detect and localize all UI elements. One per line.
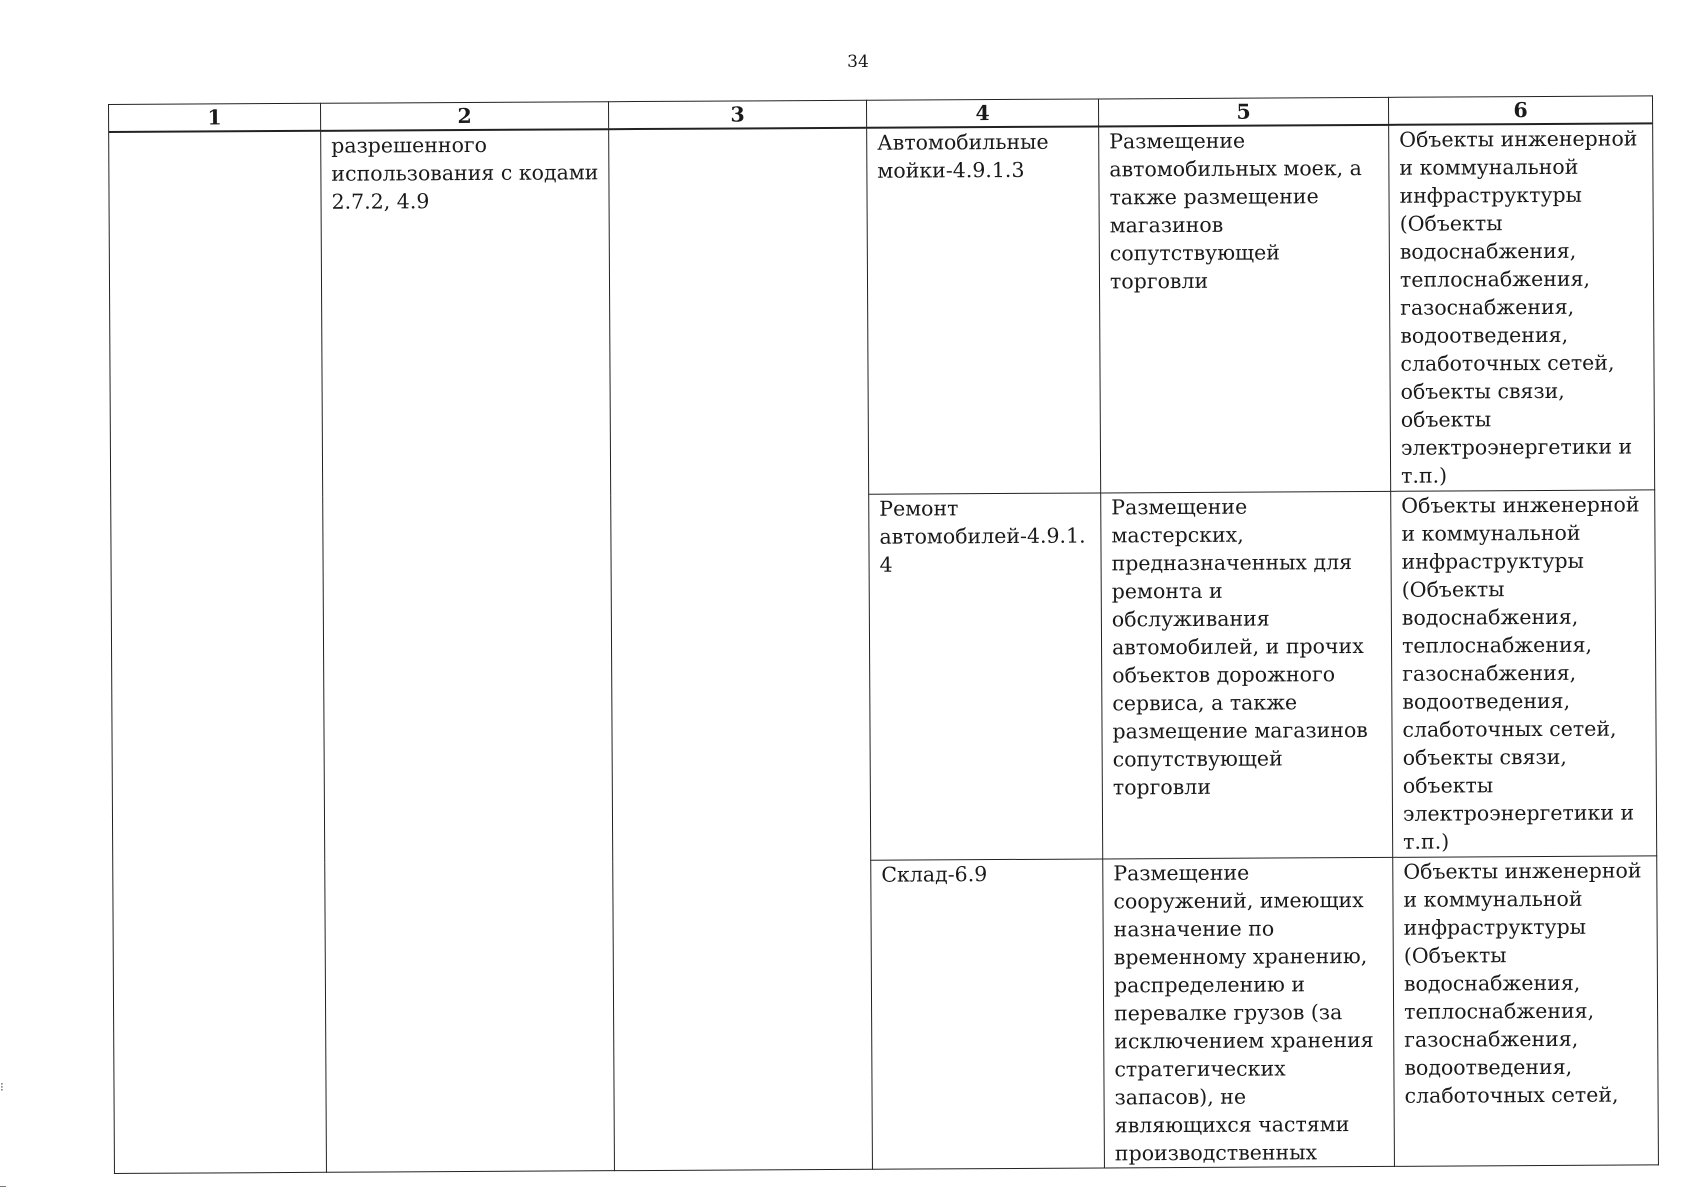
use-type-warehouse: Склад-6.9 xyxy=(881,861,988,887)
infrastructure-car-wash: Объекты инженерной и коммунальной инфраструктуры (Объекты водоснабжения, теплоснабжения, газоснабжения, водоотведения, слаботочных сетей, объекты связи, объекты электроэнергетики и т.п.) xyxy=(1399,126,1638,488)
table-cell-col1 xyxy=(109,131,327,1173)
column-header-1: 1 xyxy=(109,103,321,132)
column-header-5: 5 xyxy=(1098,97,1388,126)
table-cell-col4 xyxy=(867,126,1101,493)
infrastructure-warehouse: Объекты инженерной и коммунальной инфраструктуры (Объекты водоснабжения, теплоснабжения, газоснабжения, водоотведения, слаботочных сетей, xyxy=(1403,857,1642,1108)
table-cell-col5 xyxy=(1099,125,1391,493)
table-cell-col6 xyxy=(1393,855,1659,1165)
column-header-2: 2 xyxy=(320,102,608,131)
column-header-6: 6 xyxy=(1388,96,1652,125)
land-use-table xyxy=(108,95,1659,1173)
infrastructure-car-repair: Объекты инженерной и коммунальной инфраструктуры (Объекты водоснабжения, теплоснабжения, газоснабжения, водоотведения, слаботочных сетей, объекты связи, объекты электроэнергетики и т.п.) xyxy=(1401,491,1640,854)
col2-text: разрешенного использования с кодами 2.7.2, 4.9 xyxy=(331,132,599,214)
table-cell-col2 xyxy=(321,129,615,1172)
description-warehouse: Размещение сооружений, имеющих назначение по временному хранению, распределению и перевалке грузов (за исключением хранения стратегических запасов), не являющихся частями производственных xyxy=(1113,860,1374,1165)
table-cell-col5 xyxy=(1101,491,1393,859)
table-cell-col4 xyxy=(869,492,1103,859)
use-type-car-wash: Автомобильные мойки-4.9.1.3 xyxy=(877,129,1049,183)
table-row xyxy=(109,123,1655,498)
table-cell-col6 xyxy=(1389,123,1655,490)
binding-dash xyxy=(0,1186,6,1187)
table-cell-col6 xyxy=(1391,489,1657,856)
description-car-repair: Размещение мастерских, предназначенных для ремонта и обслуживания автомобилей, и прочих объектов дорожного сервиса, а также размещение магазинов сопутствующей торговли xyxy=(1111,494,1368,799)
column-header-4: 4 xyxy=(866,99,1098,128)
use-type-car-repair: Ремонт автомобилей-4.9.1.4 xyxy=(879,495,1086,577)
page-number: 34 xyxy=(847,52,869,72)
description-car-wash: Размещение автомобильных моек, а также размещение магазинов сопутствующей торговли xyxy=(1109,128,1362,294)
table-cell-col5 xyxy=(1103,857,1395,1168)
binding-mark: ⁝ xyxy=(0,1080,4,1094)
table-cell-col3 xyxy=(609,128,873,1170)
column-header-3: 3 xyxy=(608,100,866,129)
table-cell-col4 xyxy=(871,858,1105,1168)
